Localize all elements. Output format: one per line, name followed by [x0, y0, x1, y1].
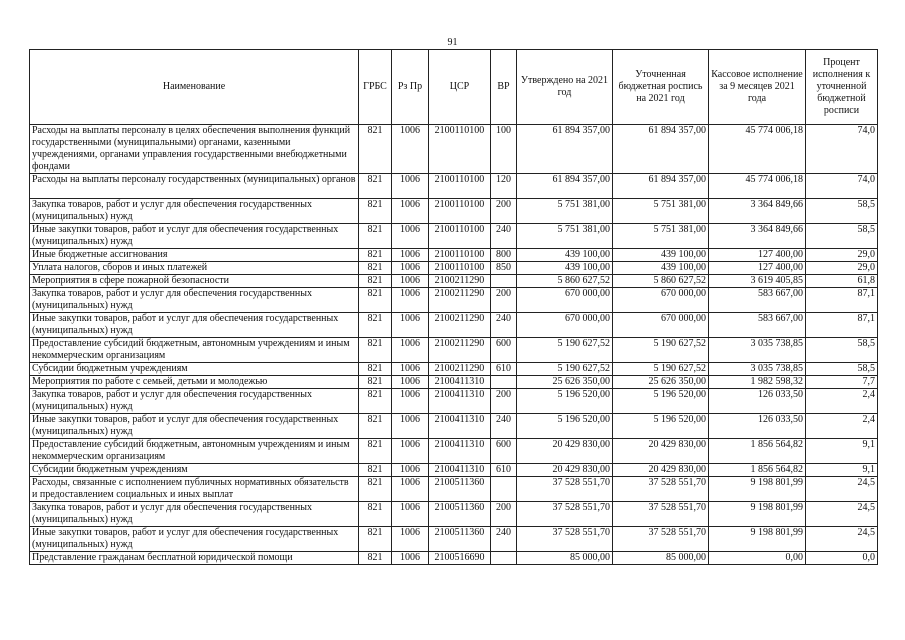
row-cash: 45 774 006,18 — [709, 174, 806, 199]
table-row — [30, 527, 878, 552]
row-vr: 240 — [491, 527, 517, 552]
row-percent: 74,0 — [806, 174, 878, 199]
row-rzpr: 1006 — [392, 313, 429, 338]
row-csr: 2100110100 — [429, 125, 491, 174]
row-cash: 583 667,00 — [709, 288, 806, 313]
row-cash: 9 198 801,99 — [709, 502, 806, 527]
row-name: Иные закупки товаров, работ и услуг для обеспечения государственных (муниципальных) нужд — [30, 414, 359, 439]
header-percent: Процент исполнения к уточненной бюджетной росписи — [806, 50, 878, 125]
table-row — [30, 338, 878, 363]
row-name: Уплата налогов, сборов и иных платежей — [30, 262, 359, 275]
row-cash: 583 667,00 — [709, 313, 806, 338]
row-rzpr: 1006 — [392, 376, 429, 389]
row-percent: 58,5 — [806, 224, 878, 249]
row-csr: 2100511360 — [429, 502, 491, 527]
row-rzpr: 1006 — [392, 262, 429, 275]
row-percent: 87,1 — [806, 313, 878, 338]
row-percent: 58,5 — [806, 199, 878, 224]
row-grbs: 821 — [359, 199, 392, 224]
row-name: Иные закупки товаров, работ и услуг для обеспечения государственных (муниципальных) нужд — [30, 527, 359, 552]
row-rzpr: 1006 — [392, 338, 429, 363]
row-vr: 600 — [491, 439, 517, 464]
row-approved: 670 000,00 — [517, 288, 613, 313]
row-name: Закупка товаров, работ и услуг для обеспечения государственных (муниципальных) нужд — [30, 389, 359, 414]
row-csr: 2100411310 — [429, 464, 491, 477]
row-approved: 439 100,00 — [517, 249, 613, 262]
row-vr: 200 — [491, 199, 517, 224]
row-grbs: 821 — [359, 552, 392, 565]
row-percent: 61,8 — [806, 275, 878, 288]
header-vr: ВР — [491, 50, 517, 125]
row-grbs: 821 — [359, 477, 392, 502]
header-rzpr: Рз Пр — [392, 50, 429, 125]
row-cash: 1 856 564,82 — [709, 439, 806, 464]
table-row — [30, 288, 878, 313]
row-refined: 61 894 357,00 — [613, 125, 709, 174]
table-row — [30, 477, 878, 502]
row-vr: 850 — [491, 262, 517, 275]
row-grbs: 821 — [359, 363, 392, 376]
row-csr: 2100516690 — [429, 552, 491, 565]
page-number: 91 — [447, 37, 458, 48]
row-percent: 29,0 — [806, 249, 878, 262]
row-name: Закупка товаров, работ и услуг для обеспечения государственных (муниципальных) нужд — [30, 288, 359, 313]
row-cash: 0,00 — [709, 552, 806, 565]
row-vr: 200 — [491, 389, 517, 414]
row-approved: 20 429 830,00 — [517, 464, 613, 477]
header-approved: Утверждено на 2021 год — [517, 50, 613, 125]
row-name: Иные бюджетные ассигнования — [30, 249, 359, 262]
header-name: Наименование — [30, 50, 359, 125]
row-vr: 100 — [491, 125, 517, 174]
row-name: Предоставление субсидий бюджетным, автономным учреждениям и иным некоммерческим организациям — [30, 338, 359, 363]
row-csr: 2100411310 — [429, 389, 491, 414]
row-rzpr: 1006 — [392, 363, 429, 376]
row-percent: 7,7 — [806, 376, 878, 389]
row-rzpr: 1006 — [392, 389, 429, 414]
table-row — [30, 414, 878, 439]
row-rzpr: 1006 — [392, 288, 429, 313]
row-refined: 25 626 350,00 — [613, 376, 709, 389]
row-vr — [491, 552, 517, 565]
row-rzpr: 1006 — [392, 249, 429, 262]
row-refined: 20 429 830,00 — [613, 464, 709, 477]
row-grbs: 821 — [359, 249, 392, 262]
row-vr: 800 — [491, 249, 517, 262]
row-vr: 600 — [491, 338, 517, 363]
row-grbs: 821 — [359, 376, 392, 389]
row-approved: 61 894 357,00 — [517, 125, 613, 174]
row-refined: 85 000,00 — [613, 552, 709, 565]
row-rzpr: 1006 — [392, 464, 429, 477]
row-percent: 2,4 — [806, 389, 878, 414]
row-percent: 9,1 — [806, 439, 878, 464]
row-vr: 240 — [491, 224, 517, 249]
row-vr: 240 — [491, 414, 517, 439]
row-grbs: 821 — [359, 313, 392, 338]
row-refined: 37 528 551,70 — [613, 502, 709, 527]
row-rzpr: 1006 — [392, 527, 429, 552]
row-cash: 126 033,50 — [709, 389, 806, 414]
row-percent: 58,5 — [806, 363, 878, 376]
row-grbs: 821 — [359, 125, 392, 174]
table-row — [30, 363, 878, 376]
row-approved: 37 528 551,70 — [517, 502, 613, 527]
row-csr: 2100211290 — [429, 275, 491, 288]
row-cash: 3 364 849,66 — [709, 199, 806, 224]
row-percent: 29,0 — [806, 262, 878, 275]
row-approved: 25 626 350,00 — [517, 376, 613, 389]
row-approved: 5 860 627,52 — [517, 275, 613, 288]
row-percent: 24,5 — [806, 502, 878, 527]
row-csr: 2100511360 — [429, 477, 491, 502]
row-refined: 439 100,00 — [613, 249, 709, 262]
row-percent: 74,0 — [806, 125, 878, 174]
row-approved: 37 528 551,70 — [517, 477, 613, 502]
row-cash: 126 033,50 — [709, 414, 806, 439]
row-rzpr: 1006 — [392, 502, 429, 527]
row-rzpr: 1006 — [392, 477, 429, 502]
header-row — [30, 50, 878, 125]
header-refined: Уточненная бюджетная роспись на 2021 год — [613, 50, 709, 125]
table-row — [30, 376, 878, 389]
row-rzpr: 1006 — [392, 224, 429, 249]
row-vr — [491, 376, 517, 389]
table-row — [30, 389, 878, 414]
table-row — [30, 464, 878, 477]
row-csr: 2100211290 — [429, 363, 491, 376]
row-approved: 5 751 381,00 — [517, 224, 613, 249]
row-name: Расходы на выплаты персоналу государственных (муниципальных) органов — [30, 174, 359, 199]
row-refined: 5 196 520,00 — [613, 389, 709, 414]
row-percent: 2,4 — [806, 414, 878, 439]
row-cash: 3 364 849,66 — [709, 224, 806, 249]
row-percent: 0,0 — [806, 552, 878, 565]
row-csr: 2100511360 — [429, 527, 491, 552]
row-approved: 20 429 830,00 — [517, 439, 613, 464]
row-cash: 3 035 738,85 — [709, 338, 806, 363]
row-refined: 61 894 357,00 — [613, 174, 709, 199]
row-grbs: 821 — [359, 414, 392, 439]
row-name: Предоставление субсидий бюджетным, автономным учреждениям и иным некоммерческим организациям — [30, 439, 359, 464]
row-refined: 439 100,00 — [613, 262, 709, 275]
row-refined: 5 751 381,00 — [613, 199, 709, 224]
row-cash: 3 035 738,85 — [709, 363, 806, 376]
row-name: Иные закупки товаров, работ и услуг для обеспечения государственных (муниципальных) нужд — [30, 313, 359, 338]
row-rzpr: 1006 — [392, 275, 429, 288]
row-percent: 24,5 — [806, 527, 878, 552]
row-vr: 240 — [491, 313, 517, 338]
table-row — [30, 199, 878, 224]
row-grbs: 821 — [359, 262, 392, 275]
row-approved: 85 000,00 — [517, 552, 613, 565]
row-refined: 5 190 627,52 — [613, 363, 709, 376]
row-refined: 5 196 520,00 — [613, 414, 709, 439]
row-refined: 37 528 551,70 — [613, 527, 709, 552]
row-cash: 9 198 801,99 — [709, 477, 806, 502]
row-csr: 2100110100 — [429, 262, 491, 275]
row-rzpr: 1006 — [392, 125, 429, 174]
table-row — [30, 439, 878, 464]
budget-table — [29, 49, 878, 565]
row-grbs: 821 — [359, 389, 392, 414]
row-refined: 37 528 551,70 — [613, 477, 709, 502]
row-rzpr: 1006 — [392, 414, 429, 439]
table-body — [30, 125, 878, 565]
row-csr: 2100110100 — [429, 174, 491, 199]
row-grbs: 821 — [359, 439, 392, 464]
table-row — [30, 224, 878, 249]
row-name: Мероприятия в сфере пожарной безопасности — [30, 275, 359, 288]
row-approved: 5 190 627,52 — [517, 363, 613, 376]
row-approved: 670 000,00 — [517, 313, 613, 338]
row-vr: 120 — [491, 174, 517, 199]
row-grbs: 821 — [359, 338, 392, 363]
row-vr — [491, 275, 517, 288]
row-refined: 20 429 830,00 — [613, 439, 709, 464]
row-grbs: 821 — [359, 527, 392, 552]
header-csr: ЦСР — [429, 50, 491, 125]
row-name: Представление гражданам бесплатной юридической помощи — [30, 552, 359, 565]
row-cash: 9 198 801,99 — [709, 527, 806, 552]
row-rzpr: 1006 — [392, 552, 429, 565]
table-row — [30, 502, 878, 527]
row-approved: 5 196 520,00 — [517, 389, 613, 414]
row-name: Закупка товаров, работ и услуг для обеспечения государственных (муниципальных) нужд — [30, 199, 359, 224]
row-grbs: 821 — [359, 502, 392, 527]
row-name: Закупка товаров, работ и услуг для обеспечения государственных (муниципальных) нужд — [30, 502, 359, 527]
row-grbs: 821 — [359, 275, 392, 288]
row-name: Расходы, связанные с исполнением публичных нормативных обязательств и предоставлением социальных и иных выплат — [30, 477, 359, 502]
row-csr: 2100211290 — [429, 338, 491, 363]
row-cash: 45 774 006,18 — [709, 125, 806, 174]
row-approved: 439 100,00 — [517, 262, 613, 275]
row-approved: 5 196 520,00 — [517, 414, 613, 439]
row-cash: 3 619 405,85 — [709, 275, 806, 288]
row-cash: 1 982 598,32 — [709, 376, 806, 389]
table-row — [30, 174, 878, 199]
table-row — [30, 552, 878, 565]
row-csr: 2100411310 — [429, 439, 491, 464]
header-cash: Кассовое исполнение за 9 месяцев 2021 года — [709, 50, 806, 125]
row-cash: 127 400,00 — [709, 249, 806, 262]
row-grbs: 821 — [359, 174, 392, 199]
row-refined: 5 860 627,52 — [613, 275, 709, 288]
row-cash: 127 400,00 — [709, 262, 806, 275]
row-approved: 5 190 627,52 — [517, 338, 613, 363]
table-row — [30, 125, 878, 174]
row-rzpr: 1006 — [392, 199, 429, 224]
row-name: Расходы на выплаты персоналу в целях обеспечения выполнения функций государственными (муниципальными) органами, казенными учреждениями, органами управления государственными внебюджетными фондами — [30, 125, 359, 174]
row-grbs: 821 — [359, 288, 392, 313]
row-vr: 610 — [491, 363, 517, 376]
row-refined: 5 190 627,52 — [613, 338, 709, 363]
row-percent: 87,1 — [806, 288, 878, 313]
row-csr: 2100411310 — [429, 414, 491, 439]
row-refined: 5 751 381,00 — [613, 224, 709, 249]
row-grbs: 821 — [359, 224, 392, 249]
row-name: Мероприятия по работе с семьей, детьми и молодежью — [30, 376, 359, 389]
row-csr: 2100411310 — [429, 376, 491, 389]
row-percent: 24,5 — [806, 477, 878, 502]
row-vr — [491, 477, 517, 502]
row-vr: 610 — [491, 464, 517, 477]
row-grbs: 821 — [359, 464, 392, 477]
row-csr: 2100110100 — [429, 249, 491, 262]
row-name: Субсидии бюджетным учреждениям — [30, 363, 359, 376]
row-csr: 2100211290 — [429, 288, 491, 313]
table-row — [30, 262, 878, 275]
row-cash: 1 856 564,82 — [709, 464, 806, 477]
row-refined: 670 000,00 — [613, 313, 709, 338]
row-name: Иные закупки товаров, работ и услуг для обеспечения государственных (муниципальных) нужд — [30, 224, 359, 249]
row-vr: 200 — [491, 288, 517, 313]
row-csr: 2100110100 — [429, 199, 491, 224]
row-rzpr: 1006 — [392, 439, 429, 464]
row-vr: 200 — [491, 502, 517, 527]
row-rzpr: 1006 — [392, 174, 429, 199]
row-refined: 670 000,00 — [613, 288, 709, 313]
table-row — [30, 313, 878, 338]
row-approved: 37 528 551,70 — [517, 527, 613, 552]
row-name: Субсидии бюджетным учреждениям — [30, 464, 359, 477]
row-approved: 61 894 357,00 — [517, 174, 613, 199]
row-csr: 2100211290 — [429, 313, 491, 338]
row-percent: 9,1 — [806, 464, 878, 477]
table-row — [30, 249, 878, 262]
table-row — [30, 275, 878, 288]
row-approved: 5 751 381,00 — [517, 199, 613, 224]
row-csr: 2100110100 — [429, 224, 491, 249]
header-grbs: ГРБС — [359, 50, 392, 125]
row-percent: 58,5 — [806, 338, 878, 363]
